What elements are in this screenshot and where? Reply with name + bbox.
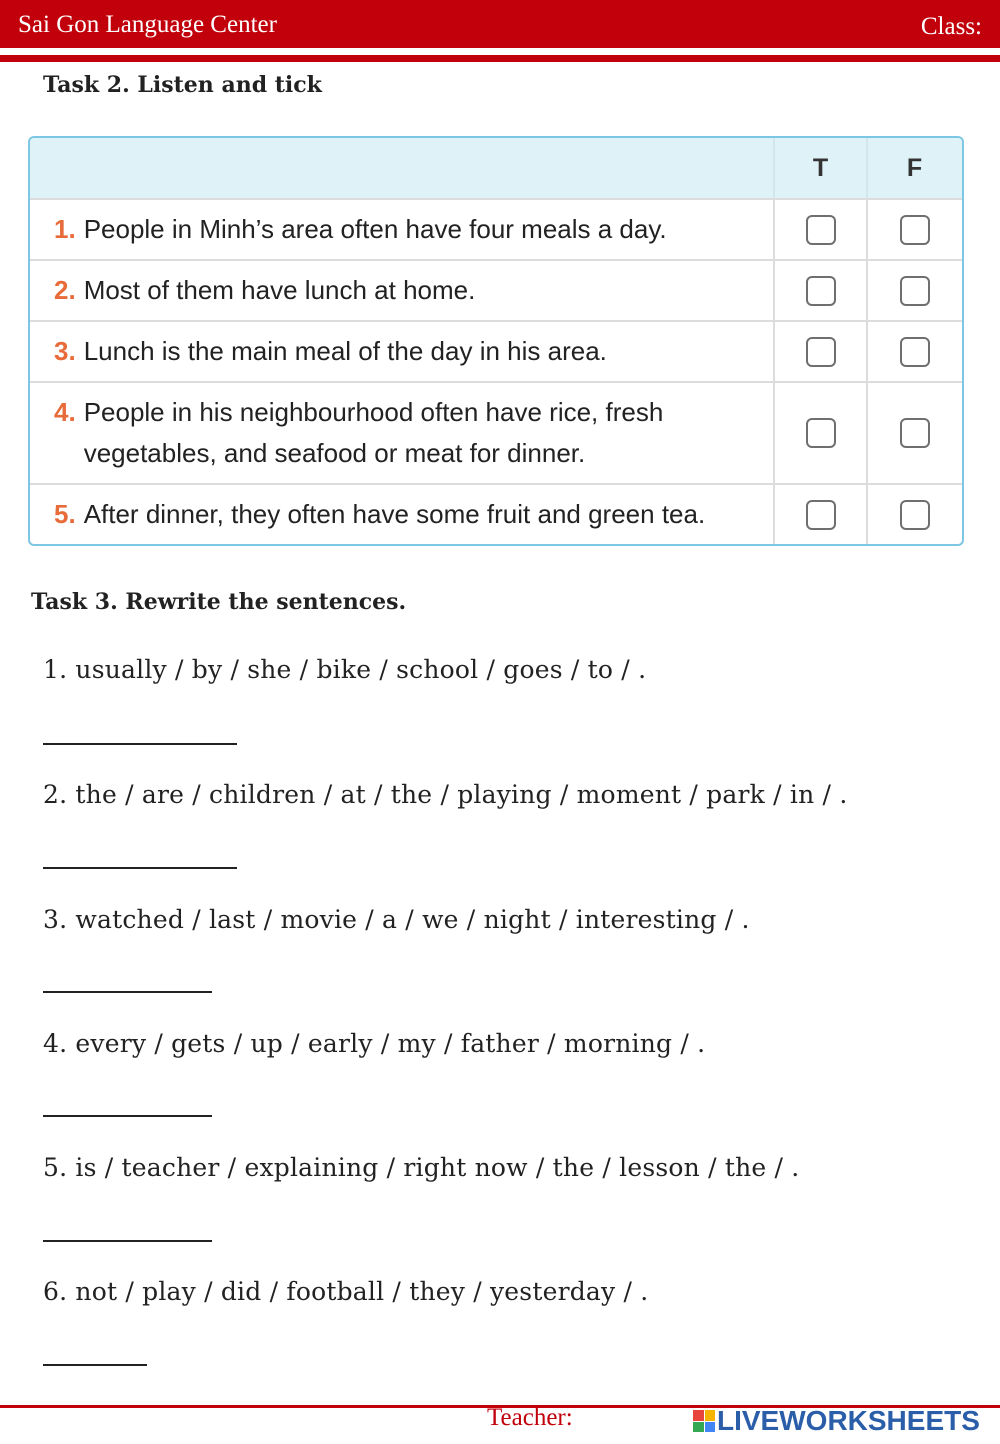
true-false-table bbox=[28, 136, 964, 546]
false-checkbox[interactable] bbox=[900, 418, 930, 448]
statement bbox=[30, 322, 775, 381]
sentence-prompt-5: 5. is / teacher / explaining / right now / the / lesson / the / . bbox=[43, 1153, 800, 1182]
statement-text: Lunch is the main meal of the day in his area. bbox=[83, 336, 607, 366]
true-cell bbox=[775, 383, 868, 483]
liveworksheets-logo[interactable] bbox=[693, 1404, 980, 1438]
statement bbox=[30, 261, 775, 320]
task3-title: Task 3. Rewrite the sentences. bbox=[31, 589, 407, 615]
statement-text: Most of them have lunch at home. bbox=[83, 275, 476, 305]
statement-number: 2. bbox=[54, 275, 76, 305]
answer-line-4[interactable] bbox=[43, 1115, 212, 1117]
false-cell bbox=[868, 200, 961, 259]
table-row bbox=[30, 259, 962, 320]
statement-column-header bbox=[30, 138, 775, 198]
false-checkbox[interactable] bbox=[900, 500, 930, 530]
true-checkbox[interactable] bbox=[806, 418, 836, 448]
page-header bbox=[0, 0, 1000, 48]
sentence-prompt-6: 6. not / play / did / football / they / yesterday / . bbox=[43, 1277, 649, 1306]
statement-number: 1. bbox=[54, 214, 76, 244]
statement-text: People in his neighbourhood often have rice, fresh vegetables, and seafood or meat for dinner. bbox=[83, 397, 664, 468]
true-cell bbox=[775, 322, 868, 381]
center-name: Sai Gon Language Center bbox=[18, 11, 277, 38]
false-cell bbox=[868, 261, 961, 320]
class-label: Class: bbox=[920, 13, 982, 40]
false-checkbox[interactable] bbox=[900, 215, 930, 245]
header-divider bbox=[0, 55, 1000, 62]
true-checkbox[interactable] bbox=[806, 500, 836, 530]
answer-line-3[interactable] bbox=[43, 991, 212, 993]
statement bbox=[30, 383, 775, 483]
false-cell bbox=[868, 383, 961, 483]
answer-line-6[interactable] bbox=[43, 1364, 147, 1366]
answer-line-5[interactable] bbox=[43, 1240, 212, 1242]
statement bbox=[30, 200, 775, 259]
true-cell bbox=[775, 200, 868, 259]
table-row bbox=[30, 381, 962, 483]
sentence-prompt-3: 3. watched / last / movie / a / we / night / interesting / . bbox=[43, 905, 750, 934]
true-cell bbox=[775, 261, 868, 320]
table-row bbox=[30, 320, 962, 381]
column-header-false: F bbox=[906, 153, 923, 182]
false-cell bbox=[868, 322, 961, 381]
sentence-prompt-1: 1. usually / by / she / bike / school / goes / to / . bbox=[43, 655, 647, 684]
statement-number: 5. bbox=[54, 499, 76, 529]
sentence-prompt-4: 4. every / gets / up / early / my / father / morning / . bbox=[43, 1029, 706, 1058]
answer-line-2[interactable] bbox=[43, 867, 237, 869]
statement-text: After dinner, they often have some fruit and green tea. bbox=[83, 499, 706, 529]
liveworksheets-icon bbox=[693, 1410, 715, 1432]
statement-text: People in Minh’s area often have four meals a day. bbox=[83, 214, 667, 244]
answer-line-1[interactable] bbox=[43, 743, 237, 745]
table-row bbox=[30, 198, 962, 259]
true-checkbox[interactable] bbox=[806, 276, 836, 306]
table-row bbox=[30, 483, 962, 544]
task2-title: Task 2. Listen and tick bbox=[43, 72, 322, 98]
table-header-row bbox=[30, 138, 962, 198]
true-checkbox[interactable] bbox=[806, 337, 836, 367]
statement-number: 4. bbox=[54, 397, 76, 427]
false-cell bbox=[868, 485, 961, 544]
statement bbox=[30, 485, 775, 544]
teacher-label: Teacher: bbox=[487, 1404, 573, 1431]
brand-name: LIVEWORKSHEETS bbox=[717, 1405, 980, 1436]
false-checkbox[interactable] bbox=[900, 337, 930, 367]
sentence-prompt-2: 2. the / are / children / at / the / playing / moment / park / in / . bbox=[43, 780, 848, 809]
true-checkbox[interactable] bbox=[806, 215, 836, 245]
false-checkbox[interactable] bbox=[900, 276, 930, 306]
statement-number: 3. bbox=[54, 336, 76, 366]
column-header-true: T bbox=[775, 138, 868, 198]
true-cell bbox=[775, 485, 868, 544]
